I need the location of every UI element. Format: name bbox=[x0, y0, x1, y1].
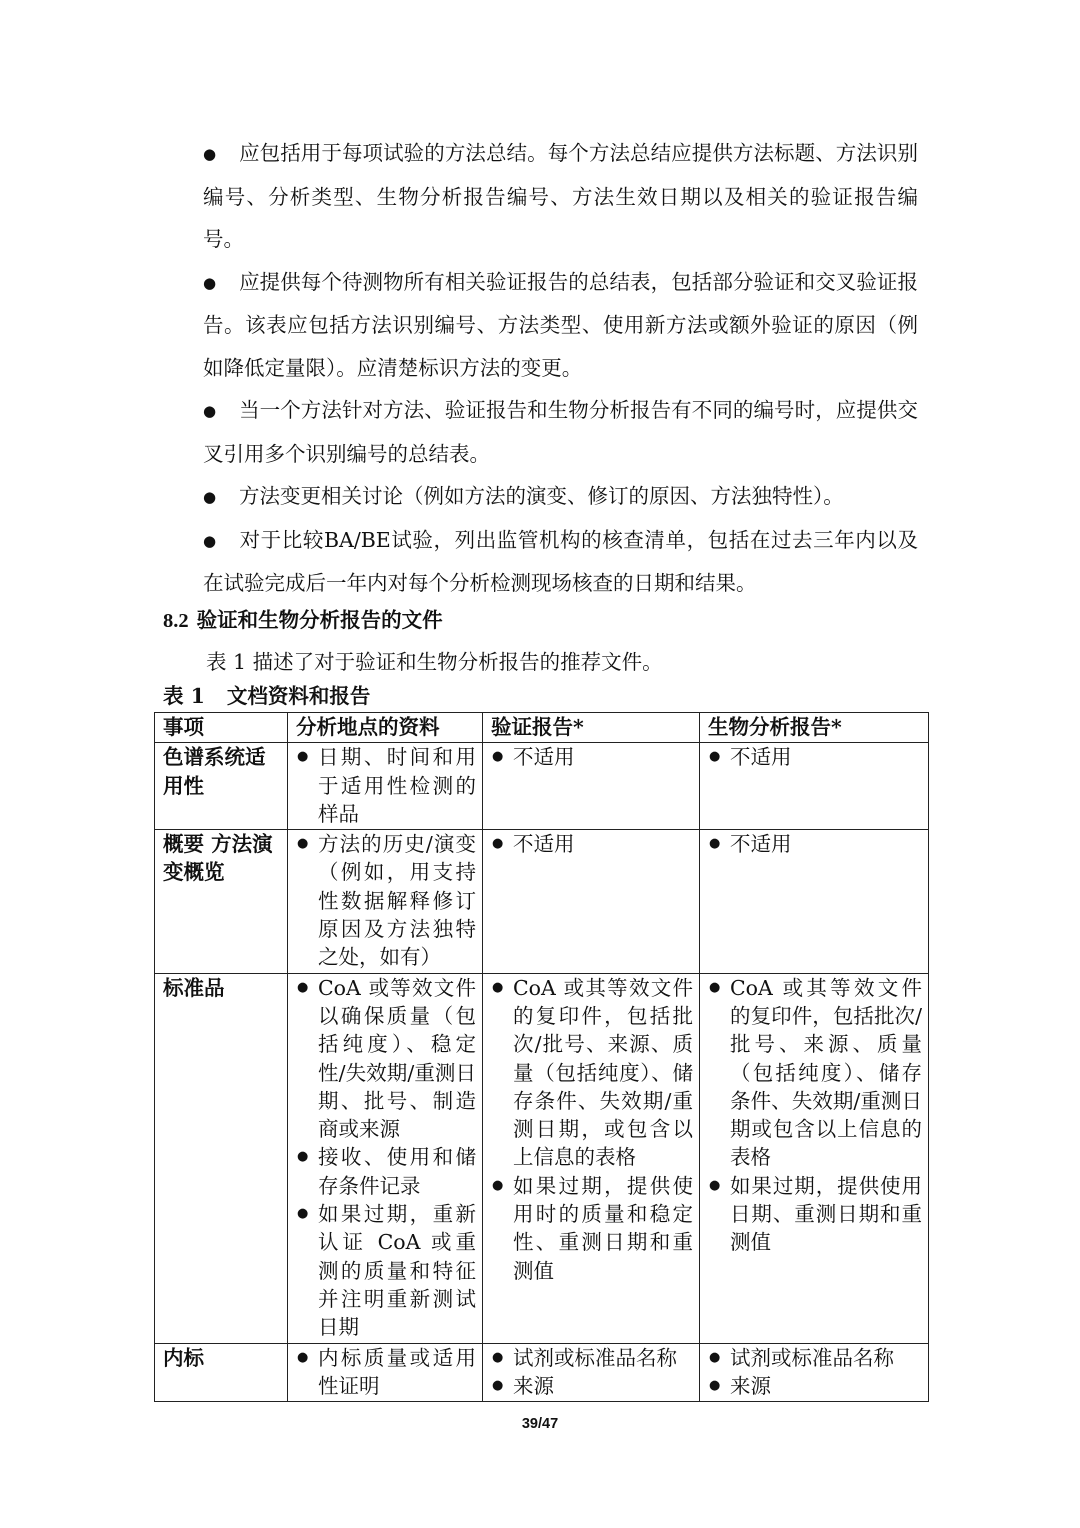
bullet-icon: ● bbox=[203, 488, 217, 506]
bullet-list bbox=[203, 132, 918, 605]
header-site: 分析地点的资料 bbox=[288, 713, 483, 743]
cell-item: ● 不适用 bbox=[491, 743, 693, 771]
cell-item: ● 如果过期，提供使用日期、重测日期和重测值 bbox=[708, 1172, 922, 1257]
cell-item: ● CoA 或等效文件以确保质量（包括纯度）、稳定性/失效期/重测日期、批号、制造商或来源 bbox=[296, 974, 476, 1144]
bullet-text: 方法变更相关讨论（例如方法的演变、修订的原因、方法独特性）。 bbox=[239, 484, 844, 508]
validation-cell bbox=[483, 1343, 700, 1402]
cell-item: ● 方法的历史/演变（例如，用支持性数据解释修订原因及方法独特之处，如有） bbox=[296, 830, 476, 971]
bullet-item bbox=[203, 261, 918, 390]
header-validation: 验证报告* bbox=[483, 713, 700, 743]
header-item: 事项 bbox=[155, 713, 288, 743]
bioanalysis-cell bbox=[700, 743, 929, 830]
bullet-icon: ● bbox=[203, 273, 217, 292]
row-label: 内标 bbox=[155, 1343, 288, 1402]
table-header-row bbox=[155, 713, 929, 743]
bioanalysis-cell bbox=[700, 1343, 929, 1402]
table-title: 文档资料和报告 bbox=[226, 684, 371, 708]
bullet-item bbox=[203, 389, 918, 475]
page-number: 39/47 bbox=[521, 1416, 559, 1432]
table-number: 表 1 bbox=[163, 684, 205, 708]
bullet-text: 应包括用于每项试验的方法总结。每个方法总结应提供方法标题、方法识别编号、分析类型、生物分析报告编号、方法生效日期以及相关的验证报告编号。 bbox=[203, 141, 918, 251]
validation-cell bbox=[483, 830, 700, 973]
cell-item: ● 试剂或标准品名称 bbox=[491, 1344, 693, 1372]
bullet-icon: ● bbox=[203, 402, 217, 420]
cell-item: ● CoA 或其等效文件的复印件，包括批次/批号、来源、质量（包括纯度）、储存条件、失效期/重测日期或包含以上信息的表格 bbox=[708, 974, 922, 1172]
bullet-text: 应提供每个待测物所有相关验证报告的总结表，包括部分验证和交叉验证报告。该表应包括方法识别编号、方法类型、使用新方法或额外验证的原因（例如降低定量限）。应清楚标识方法的变更。 bbox=[203, 269, 918, 380]
cell-item: ● 不适用 bbox=[708, 743, 922, 771]
cell-item: ● 试剂或标准品名称 bbox=[708, 1344, 922, 1372]
bullet-icon: ● bbox=[203, 531, 217, 550]
bullet-item bbox=[203, 132, 918, 261]
validation-cell bbox=[483, 743, 700, 830]
site-cell bbox=[288, 830, 483, 973]
table-row bbox=[155, 1343, 929, 1402]
bullet-icon: ● bbox=[203, 145, 217, 163]
table-row bbox=[155, 830, 929, 973]
cell-item: ● 来源 bbox=[708, 1372, 922, 1400]
header-bioanalysis: 生物分析报告* bbox=[700, 713, 929, 743]
table-row bbox=[155, 973, 929, 1343]
cell-item: ● 如果过期，重新认证 CoA 或重测的质量和特征并注明重新测试日期 bbox=[296, 1200, 476, 1341]
cell-item: ● 不适用 bbox=[491, 830, 693, 858]
cell-item: ● CoA 或其等效文件的复印件，包括批次/批号、来源、质量（包括纯度）、储存条件、失效期/重测日期，或包含以上信息的表格 bbox=[491, 974, 693, 1172]
bullet-item bbox=[203, 475, 918, 519]
row-label: 色谱系统适用性 bbox=[155, 743, 288, 830]
bullet-text: 对于比较BA/BE试验，列出监管机构的核查清单，包括在过去三年内以及在试验完成后一年内对每个分析检测现场核查的日期和结果。 bbox=[203, 527, 918, 595]
cell-item: ● 接收、使用和储存条件记录 bbox=[296, 1143, 476, 1200]
bioanalysis-cell bbox=[700, 973, 929, 1343]
site-cell bbox=[288, 1343, 483, 1402]
cell-item: ● 如果过期，提供使用时的质量和稳定性、重测日期和重测值 bbox=[491, 1172, 693, 1285]
row-label: 概要 方法演变概览 bbox=[155, 830, 288, 973]
section-number: 8.2 bbox=[163, 610, 189, 632]
bullet-item bbox=[203, 519, 918, 605]
cell-item: ● 内标质量或适用性证明 bbox=[296, 1344, 476, 1401]
bullet-text: 当一个方法针对方法、验证报告和生物分析报告有不同的编号时，应提供交叉引用多个识别编号的总结表。 bbox=[203, 398, 918, 466]
row-label: 标准品 bbox=[155, 973, 288, 1343]
intro-paragraph: 表 1 描述了对于验证和生物分析报告的推荐文件。 bbox=[206, 650, 663, 674]
table-caption bbox=[163, 681, 370, 711]
site-cell bbox=[288, 743, 483, 830]
site-cell bbox=[288, 973, 483, 1343]
bioanalysis-cell bbox=[700, 830, 929, 973]
cell-item: ● 来源 bbox=[491, 1372, 693, 1400]
table-row bbox=[155, 743, 929, 830]
section-heading bbox=[163, 604, 443, 637]
documents-table bbox=[154, 712, 929, 1402]
cell-item: ● 不适用 bbox=[708, 830, 922, 858]
cell-item: ● 日期、时间和用于适用性检测的样品 bbox=[296, 743, 476, 828]
section-title: 验证和生物分析报告的文件 bbox=[196, 608, 443, 632]
validation-cell bbox=[483, 973, 700, 1343]
